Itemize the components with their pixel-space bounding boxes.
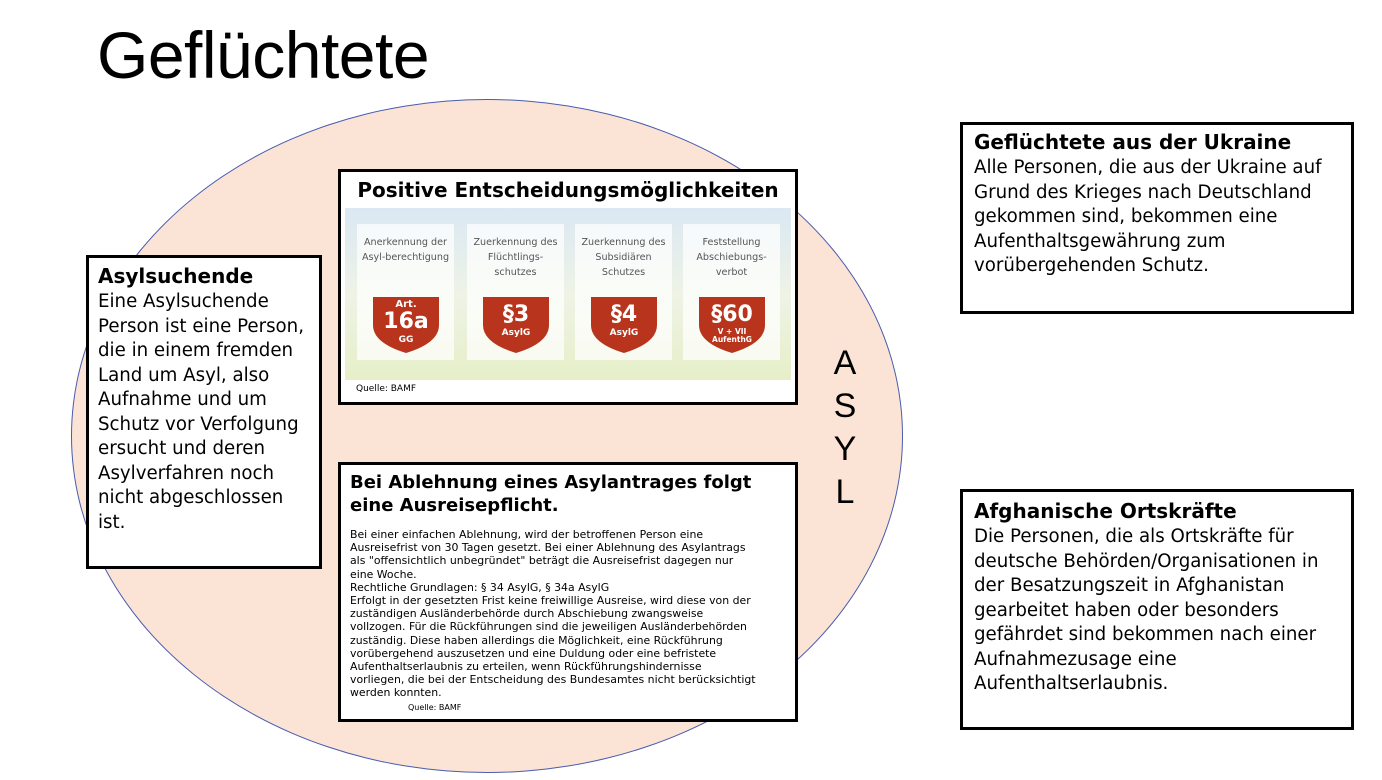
shield-icon (481, 295, 551, 355)
shield-icon (697, 295, 767, 355)
shield-main-label: 16a (383, 309, 429, 334)
asyl-letter: Y (833, 430, 857, 468)
shield-main-label: §60 (711, 302, 753, 327)
page-title: Geflüchtete (97, 18, 430, 92)
positive-heading: Positive Entscheidungsmöglichkeiten (357, 178, 779, 202)
afghanistan-text: Die Personen, die als Ortskräfte für deutsche Behörden/Organisationen in der Besatzungszeit in Afghanistan gearbeitet haben oder besonders gefährdet sind bekommen nach einer Aufnahmezusage eine Aufenthaltserlaubnis. (974, 526, 1319, 694)
decision-panel (345, 208, 791, 380)
shield-icon (589, 295, 659, 355)
afghanistan-box (960, 489, 1354, 730)
asyl-vertical-label (828, 342, 862, 514)
afghanistan-heading: Afghanische Ortskräfte (974, 499, 1237, 523)
decision-card-text: Zuerkennung des Subsidiären Schutzes (581, 237, 666, 278)
shield-sub-label: AsylG (609, 328, 639, 338)
shield-sub-label: GG (398, 335, 414, 345)
shield-top-label: Art. (395, 299, 417, 310)
shield-icon (371, 295, 441, 355)
ukraine-heading: Geflüchtete aus der Ukraine (974, 130, 1292, 154)
ablehnung-text: Bei einer einfachen Ablehnung, wird der betroffenen Person eine Ausreisefrist von 30 Tagen gesetzt. Bei einer Ablehnung des Asylantrags als "offensichtlich unbegründet" beträgt die Ausreisefrist dagegen nur eine Woche. Rechtliche Grundlagen: § 34 AsylG, § 34a AsylG Erfolgt in der gesetzten Frist keine freiwillige Ausreise, wird diese von der zuständigen Ausländerbehörde durch Abschiebung zwangsweise vollzogen. Für die Rückführungen sind die jeweiligen Ausländerbehörden zuständig. Diese haben allerdings die Möglichkeit, eine Rückführung vorübergehend auszusetzen und eine Duldung oder eine befristete Aufenthaltserlaubnis zu erteilen, wenn Rückführungshindernisse vorliegen, die bei der Entscheidung des Bundesamtes nicht berücksichtigt werden konnten. (350, 528, 756, 700)
ablehnung-box (338, 462, 798, 722)
positive-source: Quelle: BAMF (356, 384, 417, 394)
shield-sub-label: AsylG (501, 328, 531, 338)
shield-main-label: §4 (610, 302, 638, 327)
asyl-letter: A (833, 344, 857, 382)
decision-card (467, 224, 564, 360)
asyl-letter: L (835, 473, 855, 511)
ukraine-box (960, 122, 1354, 314)
decision-card (683, 224, 780, 360)
asylsuchende-text: Eine Asylsuchende Person ist eine Person, die in einem fremden Land um Asyl, also Aufnahme und um Schutz vor Verfolgung ersucht und deren Asylverfahren noch nicht abgeschlossen ist. (98, 291, 304, 533)
decision-card (575, 224, 672, 360)
ablehnung-heading: Bei Ablehnung eines Asylantrages folgt eine Ausreisepflicht. (350, 472, 752, 516)
asylsuchende-heading: Asylsuchende (98, 264, 254, 288)
shield-main-label: §3 (502, 302, 530, 327)
decision-card (357, 224, 454, 360)
decision-card-text: Feststellung Abschiebungs-verbot (696, 237, 767, 278)
positive-decisions-box (338, 169, 798, 405)
decision-card-text: Zuerkennung des Flüchtlings-schutzes (473, 237, 558, 278)
ukraine-text: Alle Personen, die aus der Ukraine auf Grund des Krieges nach Deutschland gekommen sind, bekommen eine Aufenthaltsgewährung zum vorübergehenden Schutz. (974, 157, 1322, 276)
asylsuchende-box (86, 255, 322, 569)
asyl-letter: S (833, 387, 857, 425)
ablehnung-source: Quelle: BAMF (408, 702, 462, 712)
decision-card-text: Anerkennung der Asyl-berechtigung (361, 237, 450, 263)
shield-sub-label: V + VII AufenthG (712, 327, 752, 344)
